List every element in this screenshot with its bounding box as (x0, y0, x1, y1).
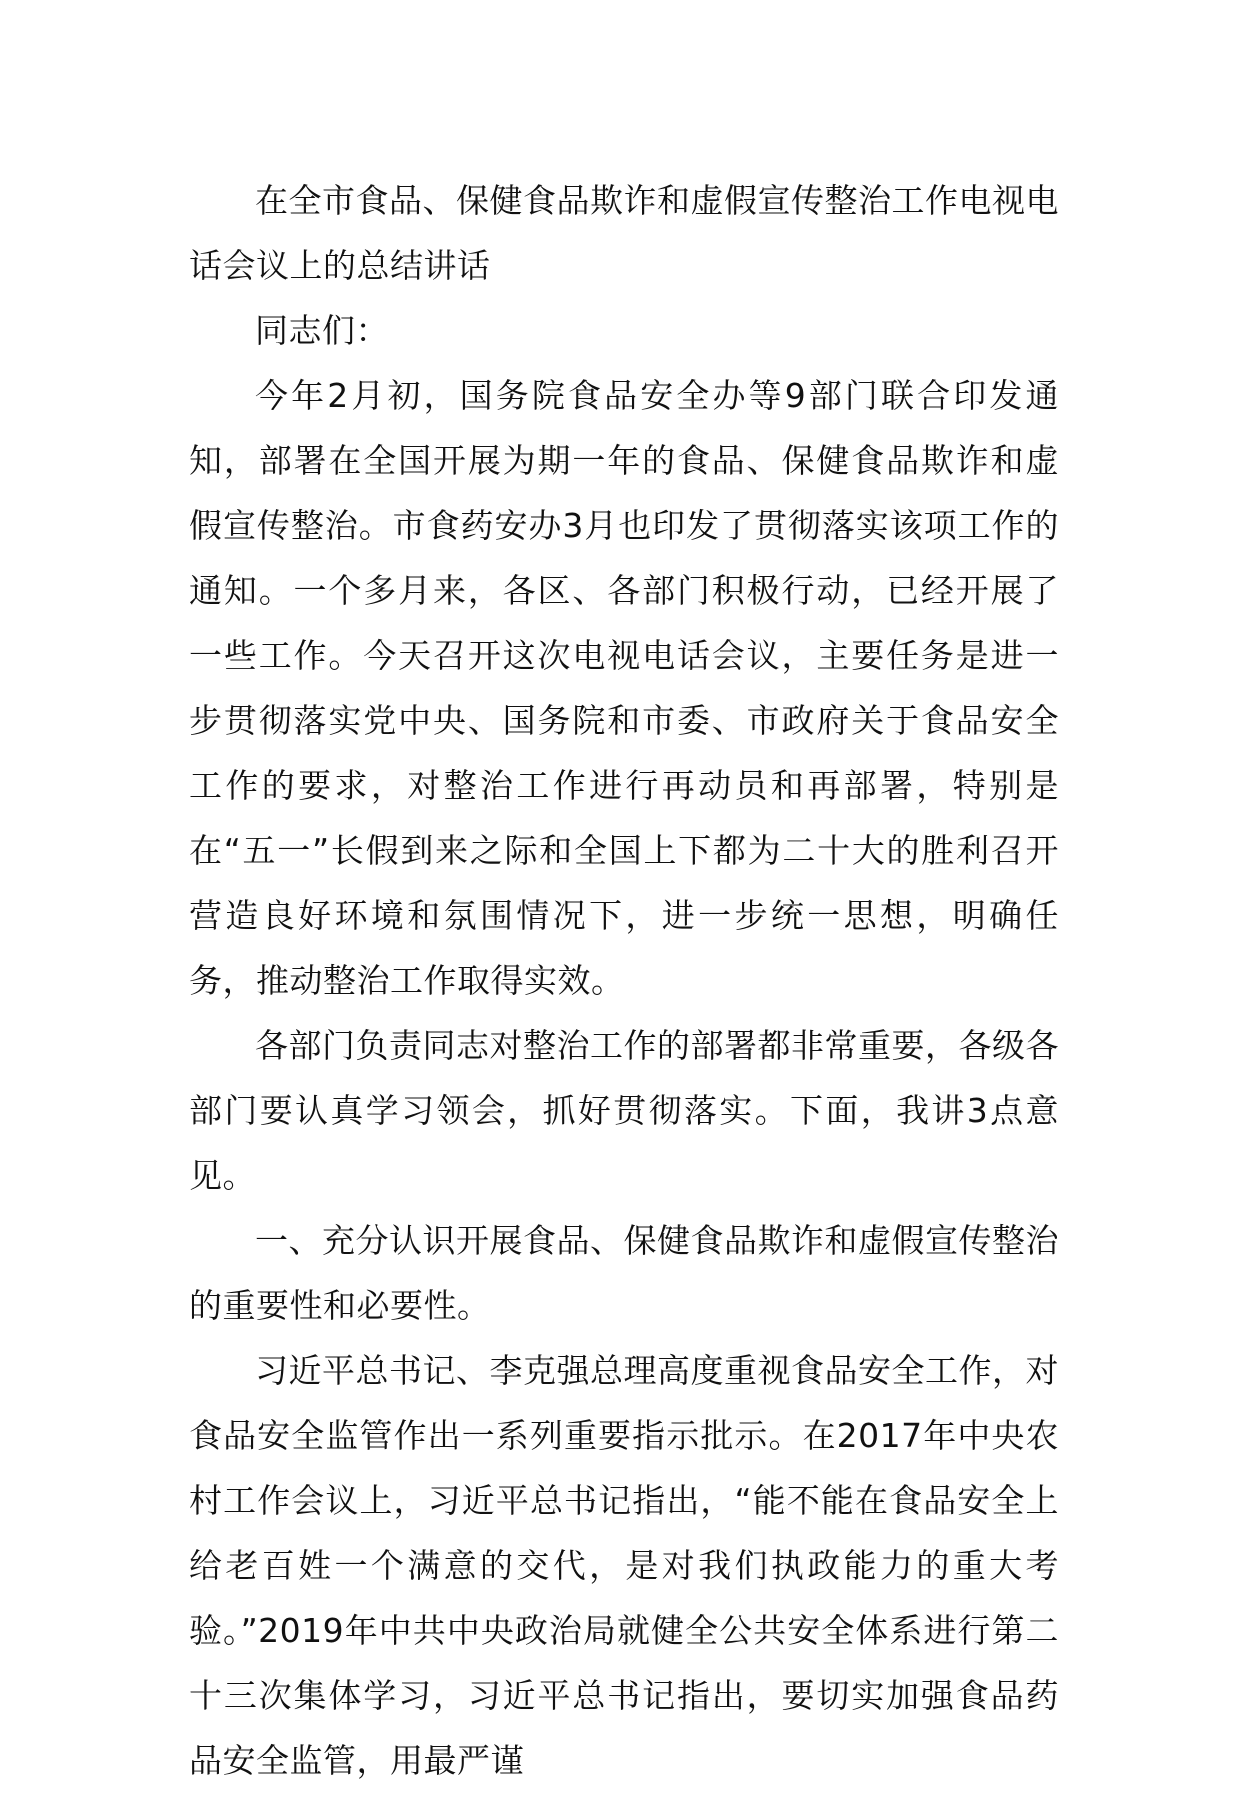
document-body (189, 168, 1059, 1793)
paragraph-salutation: 同志们： (255, 311, 389, 350)
document-title: 在全市食品、保健食品欺诈和虚假宣传整治工作电视电话会议上的总结讲话 (189, 181, 1059, 285)
paragraph-section-1: 习近平总书记、李克强总理高度重视食品安全工作，对食品安全监管作出一系列重要指示批示。在2017年中央农村工作会议上，习近平总书记指出，“能不能在食品安全上给老百姓一个满意的交代，是对我们执政能力的重大考验。”2019年中共中央政治局就健全公共安全体系进行第二十三次集体学习，习近平总书记指出，要切实加强食品药品安全监管，用最严谨 (189, 1351, 1059, 1780)
paragraph-intro: 各部门负责同志对整治工作的部署都非常重要，各级各部门要认真学习领会，抓好贯彻落实。下面，我讲3点意见。 (189, 1026, 1059, 1195)
paragraph-background: 今年2月初，国务院食品安全办等9部门联合印发通知，部署在全国开展为期一年的食品、保健食品欺诈和虚假宣传整治。市食药安办3月也印发了贯彻落实该项工作的通知。一个多月来，各区、各部门积极行动，已经开展了一些工作。今天召开这次电视电话会议，主要任务是进一步贯彻落实党中央、国务院和市委、市政府关于食品安全工作的要求，对整治工作进行再动员和再部署，特别是在“五一”长假到来之际和全国上下都为二十大的胜利召开营造良好环境和氛围情况下，进一步统一思想，明确任务，推动整治工作取得实效。 (189, 376, 1059, 1000)
section-heading-1: 一、充分认识开展食品、保健食品欺诈和虚假宣传整治的重要性和必要性。 (189, 1221, 1059, 1325)
